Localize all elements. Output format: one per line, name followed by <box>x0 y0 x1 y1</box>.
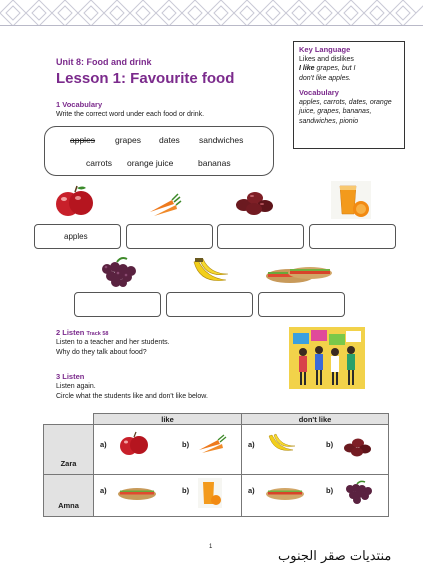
carrots-option-image[interactable] <box>196 433 228 455</box>
watermark-text: منتديات صقر الجنوب <box>278 549 392 564</box>
section3-line2: Circle what the students like and don't like below. <box>56 393 208 400</box>
option-a-label: a) <box>248 486 255 495</box>
vocabulary-heading: Vocabulary <box>299 88 339 97</box>
dislike-cell <box>242 475 389 517</box>
key-language-heading: Key Language <box>299 45 351 54</box>
dislike-header: don't like <box>242 414 389 425</box>
option-a-label: a) <box>100 486 107 495</box>
dislike-cell <box>242 425 389 475</box>
word-bank-item: apples <box>70 135 96 145</box>
students-illustration <box>289 327 365 389</box>
track-number: Track 58 <box>86 331 109 337</box>
like-cell <box>94 425 242 475</box>
dates-image <box>233 183 277 217</box>
key-language-line3: don't like apples. <box>299 74 351 82</box>
table-row <box>44 475 389 517</box>
header-pattern <box>0 0 423 26</box>
like-header: like <box>94 414 242 425</box>
like-dislike-table <box>43 413 389 517</box>
word-bank-item: orange juice <box>127 158 174 168</box>
student-name: Zara <box>44 425 94 475</box>
word-bank-item: bananas <box>198 158 231 168</box>
word-bank-item: grapes <box>115 135 141 145</box>
word-bank <box>44 126 274 176</box>
section1-instruction: Write the correct word under each food or drink. <box>56 111 205 118</box>
lesson-title: Lesson 1: Favourite food <box>56 70 235 87</box>
key-language-line1: Likes and dislikes <box>299 55 354 63</box>
unit-title: Unit 8: Food and drink <box>56 57 152 67</box>
section3-line1: Listen again. <box>56 383 96 390</box>
sandwiches-image <box>264 262 334 286</box>
section2-line1: Listen to a teacher and her students. <box>56 339 170 346</box>
answer-box[interactable] <box>166 292 253 317</box>
word-bank-item: dates <box>159 135 180 145</box>
carrots-image <box>146 192 182 218</box>
answer-box[interactable] <box>74 292 161 317</box>
grapes-image <box>97 255 141 289</box>
option-b-label: b) <box>326 486 334 495</box>
option-b-label: b) <box>326 440 334 449</box>
option-a-label: a) <box>248 440 255 449</box>
answer-box[interactable] <box>34 224 121 249</box>
grapes-option-image[interactable] <box>342 479 374 505</box>
sandwich-option-image[interactable] <box>264 485 306 503</box>
student-name: Amna <box>44 475 94 517</box>
answer-example: apples <box>64 232 88 241</box>
section2-title: 2 Listen Track 58 <box>56 328 109 337</box>
bananas-image <box>190 256 232 288</box>
option-b-label: b) <box>182 440 190 449</box>
answer-box[interactable] <box>258 292 345 317</box>
like-cell <box>94 475 242 517</box>
key-language-box <box>293 41 405 149</box>
answer-box[interactable] <box>217 224 304 249</box>
word-bank-item: carrots <box>86 158 112 168</box>
word-bank-item: sandwiches <box>199 135 244 145</box>
section3-title: 3 Listen <box>56 372 85 381</box>
apple-option-image[interactable] <box>118 431 150 457</box>
option-a-label: a) <box>100 440 107 449</box>
table-corner <box>44 414 94 425</box>
apple-image <box>53 183 97 219</box>
answer-box[interactable] <box>126 224 213 249</box>
page-number: 1 <box>209 544 213 550</box>
orange-juice-option-image[interactable] <box>198 478 222 508</box>
answer-box[interactable] <box>309 224 396 249</box>
section2-line2: Why do they talk about food? <box>56 349 147 356</box>
dates-option-image[interactable] <box>342 433 372 457</box>
section1-title: 1 Vocabulary <box>56 100 103 109</box>
vocabulary-list: apples, carrots, dates, orange juice, grapes, bananas, sandwiches, pionio <box>299 98 392 125</box>
sandwich-option-image[interactable] <box>116 485 158 503</box>
option-b-label: b) <box>182 486 190 495</box>
key-language-line2: I like grapes, but I <box>299 65 356 72</box>
orange-juice-image <box>331 181 371 219</box>
table-row <box>44 425 389 475</box>
bananas-option-image[interactable] <box>266 432 298 456</box>
